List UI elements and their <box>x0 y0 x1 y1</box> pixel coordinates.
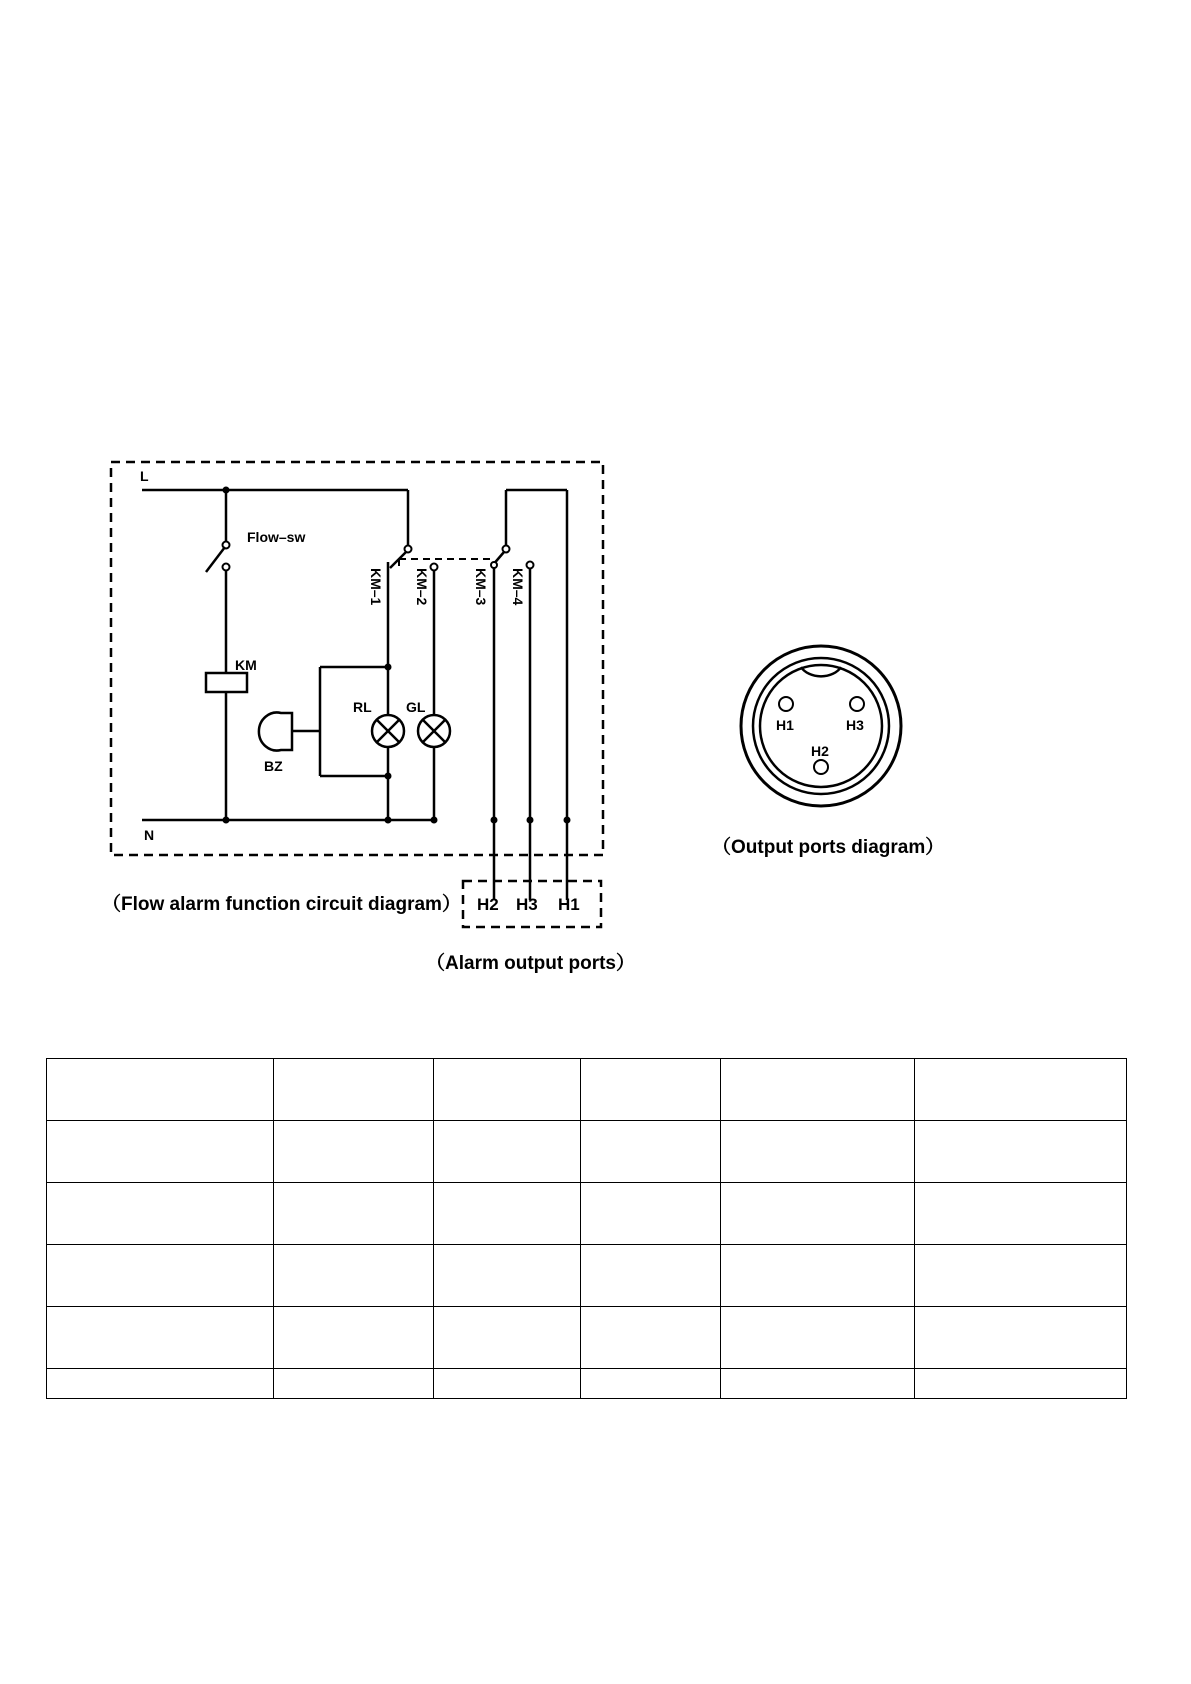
junction-dot <box>385 817 392 824</box>
table-cell <box>47 1059 274 1121</box>
buzzer-label: BZ <box>264 758 283 774</box>
table-cell <box>581 1121 721 1183</box>
table-cell <box>47 1121 274 1183</box>
line-label: L <box>140 468 149 484</box>
table-cell <box>47 1369 274 1399</box>
junction-dot <box>223 817 230 824</box>
red-lamp-label: RL <box>353 699 372 715</box>
red-lamp-icon <box>372 715 404 747</box>
table-cell <box>581 1245 721 1307</box>
table-cell <box>434 1121 581 1183</box>
circuit-caption: （Flow alarm function circuit diagram） <box>102 894 461 915</box>
green-lamp-label: GL <box>406 699 426 715</box>
pin-h3 <box>850 697 864 711</box>
junction-dot <box>223 487 230 494</box>
km4-contact <box>527 562 534 901</box>
table-cell <box>581 1183 721 1245</box>
table-row <box>47 1307 1127 1369</box>
table-row <box>47 1369 1127 1399</box>
table-cell <box>434 1369 581 1399</box>
junction-dot <box>527 817 534 824</box>
table-row <box>47 1245 1127 1307</box>
table-cell <box>47 1183 274 1245</box>
table-cell <box>274 1307 434 1369</box>
junction-dot <box>491 817 498 824</box>
km-coil <box>206 673 247 692</box>
pin-h2 <box>814 760 828 774</box>
table-cell <box>434 1307 581 1369</box>
table-cell <box>915 1183 1127 1245</box>
flow-switch <box>206 490 230 667</box>
table-cell <box>434 1245 581 1307</box>
table-row <box>47 1121 1127 1183</box>
km2-contact <box>431 564 438 821</box>
pin-h1 <box>779 697 793 711</box>
table-cell <box>915 1059 1127 1121</box>
junction-dot <box>564 817 571 824</box>
port-label-h3: H3 <box>516 895 538 914</box>
table-cell <box>274 1369 434 1399</box>
table-cell <box>274 1059 434 1121</box>
table-cell <box>721 1183 915 1245</box>
table-row <box>47 1183 1127 1245</box>
table-cell <box>915 1245 1127 1307</box>
neutral-label: N <box>144 827 155 843</box>
pin-label-h1: H1 <box>776 717 794 733</box>
table-cell <box>581 1059 721 1121</box>
contact-label-km3: KM–3 <box>473 568 489 606</box>
table-cell <box>274 1245 434 1307</box>
table-cell <box>47 1245 274 1307</box>
table-row <box>47 1059 1127 1121</box>
table-cell <box>721 1121 915 1183</box>
port-label-h1: H1 <box>558 895 580 914</box>
junction-dot <box>431 817 438 824</box>
contact-label-km1: KM–1 <box>368 568 384 606</box>
table-cell <box>274 1121 434 1183</box>
coil-label: KM <box>235 657 257 673</box>
pin-label-h2: H2 <box>811 743 829 759</box>
table-cell <box>915 1307 1127 1369</box>
table-cell <box>434 1059 581 1121</box>
green-lamp-icon <box>418 715 450 747</box>
table-cell <box>47 1307 274 1369</box>
buzzer-icon <box>259 713 320 751</box>
table-cell <box>721 1307 915 1369</box>
table-cell <box>434 1183 581 1245</box>
table-cell <box>721 1245 915 1307</box>
table-cell <box>581 1307 721 1369</box>
km1-contact <box>388 490 412 820</box>
port-label-h2: H2 <box>477 895 499 914</box>
pin-label-h3: H3 <box>846 717 864 733</box>
spec-table <box>46 1058 1127 1399</box>
contact-label-km2: KM–2 <box>414 568 430 606</box>
output-connector-icon <box>741 646 901 806</box>
table-cell <box>915 1369 1127 1399</box>
ports-caption: （Alarm output ports） <box>426 953 635 974</box>
table-cell <box>915 1121 1127 1183</box>
table-cell <box>721 1059 915 1121</box>
junction-dot <box>385 664 392 671</box>
contact-label-km4: KM–4 <box>510 568 526 606</box>
flow-switch-label: Flow–sw <box>247 529 306 545</box>
table-cell <box>721 1369 915 1399</box>
table-cell <box>581 1369 721 1399</box>
connector-caption: （Output ports diagram） <box>712 837 945 858</box>
junction-dot <box>385 773 392 780</box>
table-cell <box>274 1183 434 1245</box>
